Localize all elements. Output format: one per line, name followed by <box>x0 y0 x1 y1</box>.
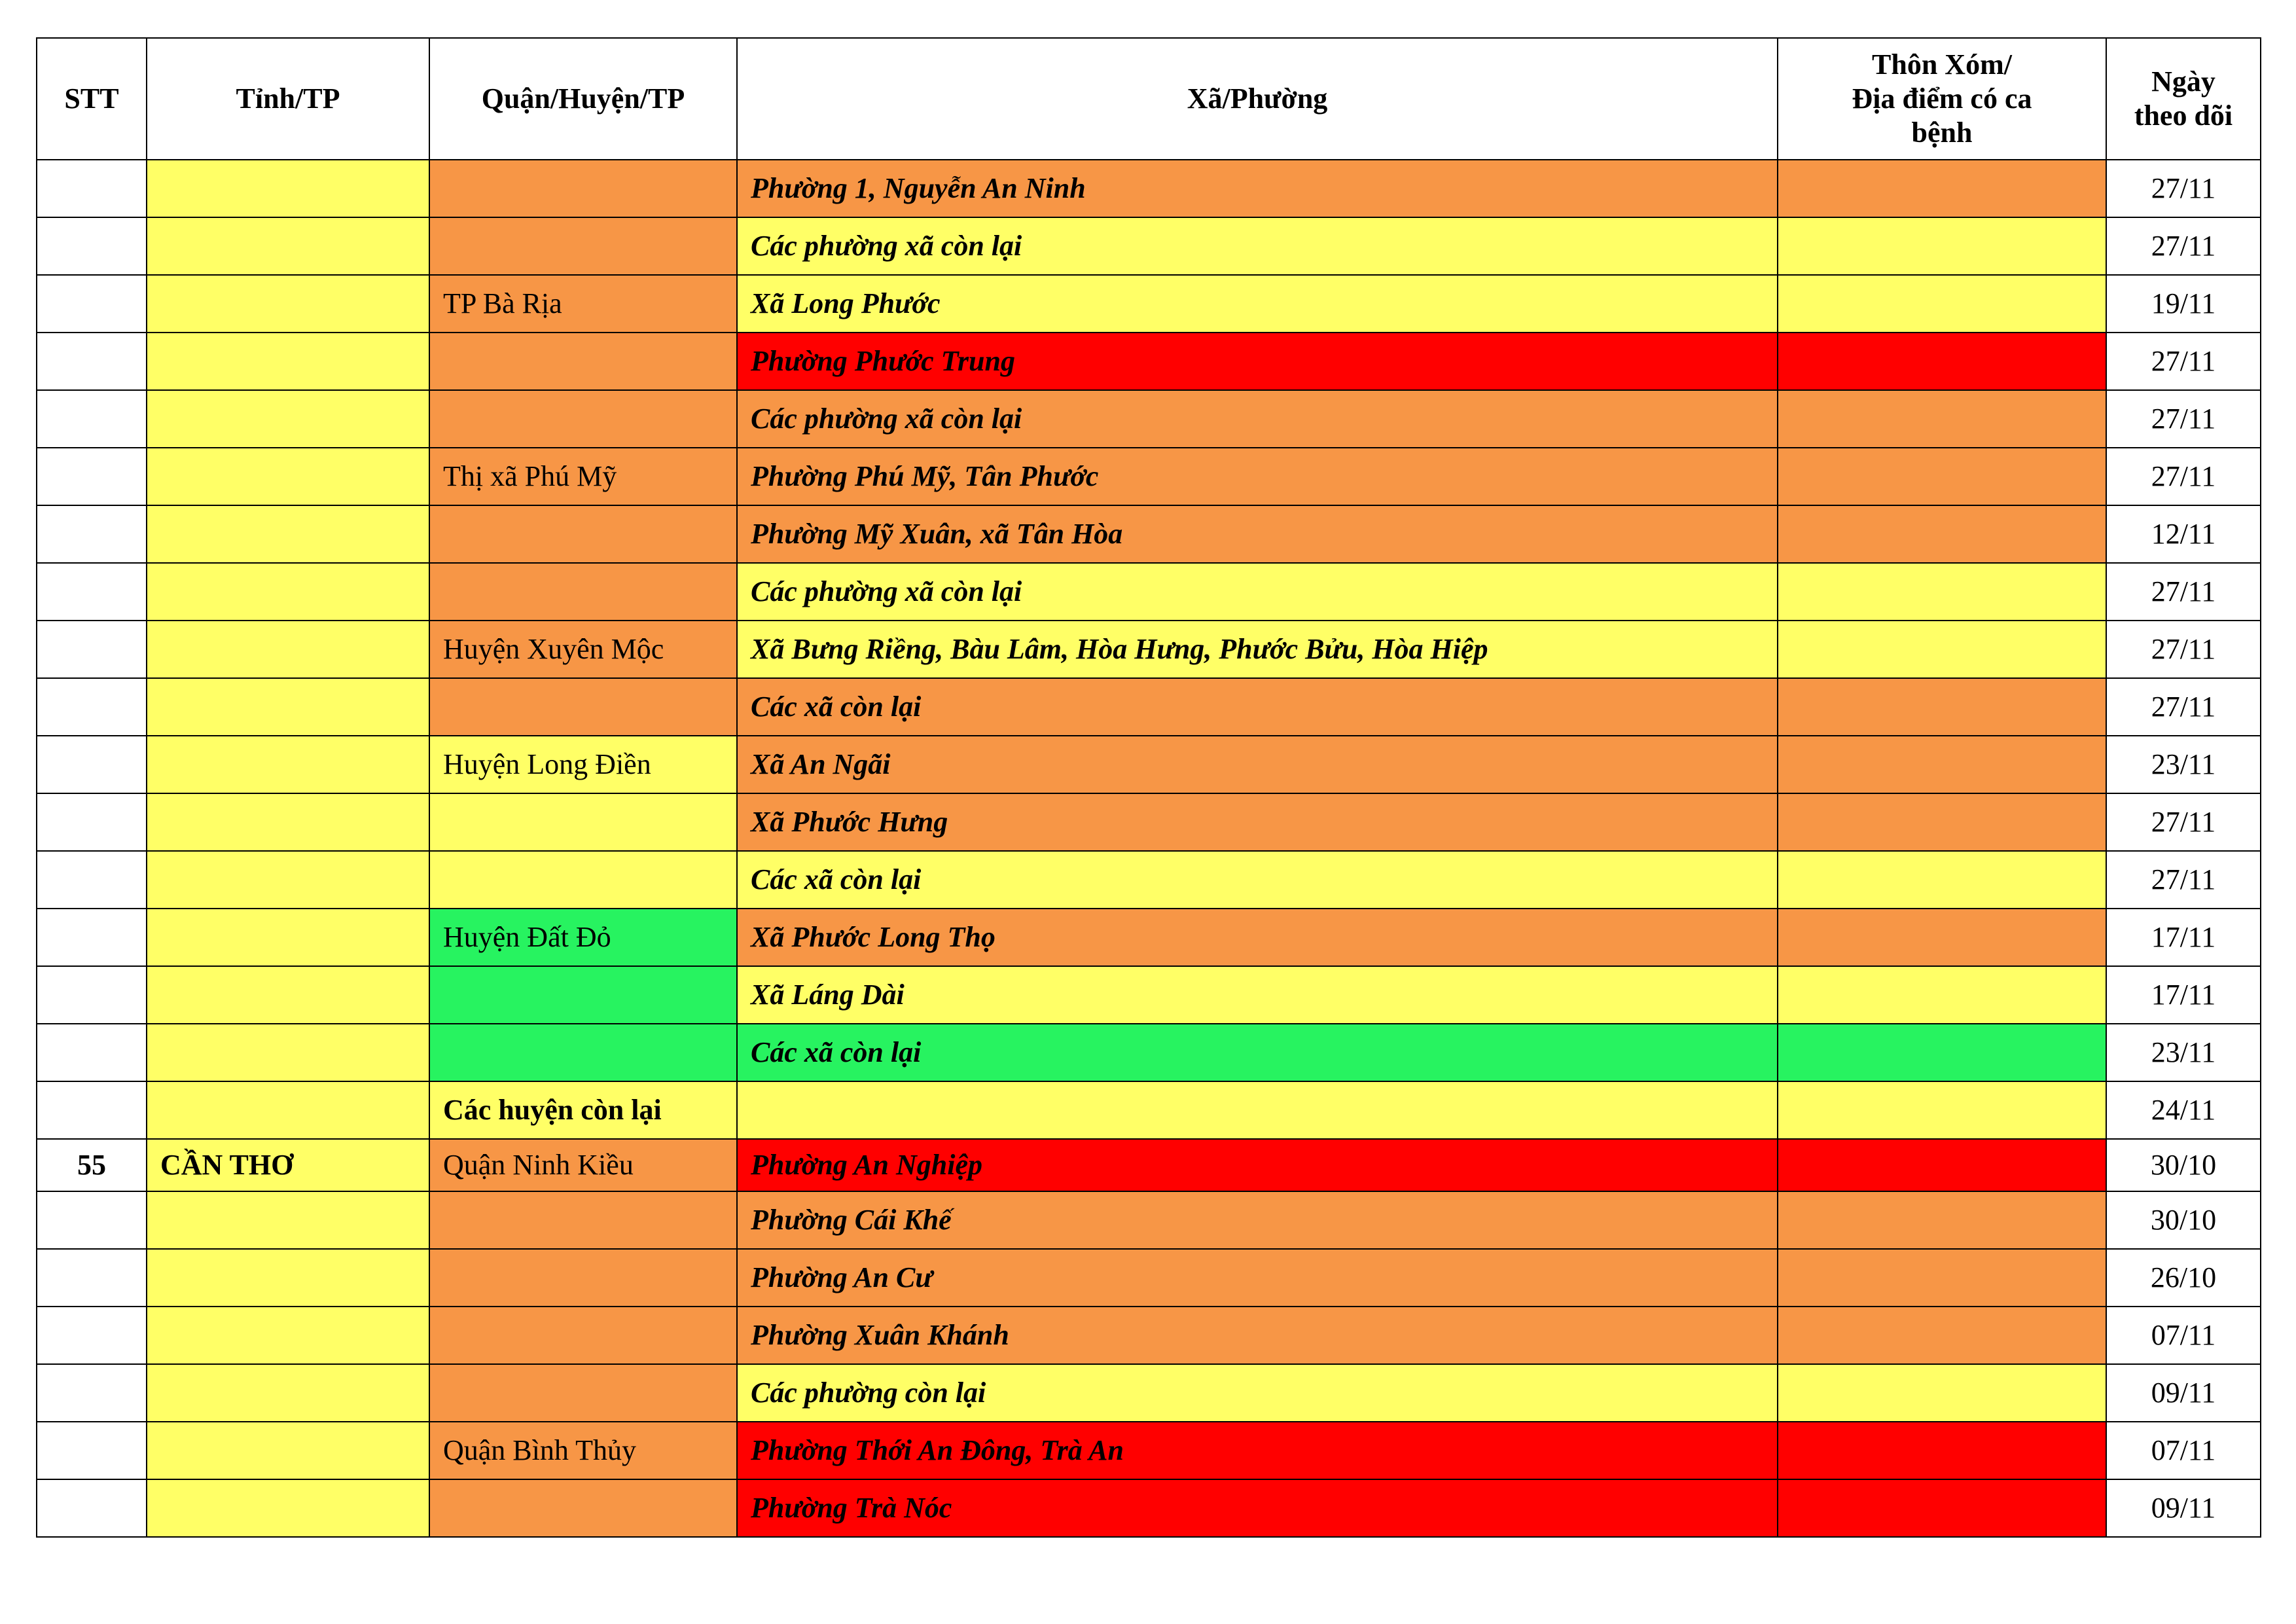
district-cell <box>429 333 737 390</box>
ward-cell: Các xã còn lại <box>737 1024 1778 1081</box>
hamlet-cell <box>1778 678 2106 736</box>
date-cell: 27/11 <box>2106 333 2261 390</box>
date-cell: 17/11 <box>2106 966 2261 1024</box>
header-hamlet-line-2: Địa điểm có ca <box>1852 82 2032 115</box>
date-cell: 30/10 <box>2106 1191 2261 1249</box>
header-province-label: Tỉnh/TP <box>236 82 340 115</box>
stt-cell <box>37 333 147 390</box>
district-cell <box>429 678 737 736</box>
table-row <box>37 390 2261 448</box>
stt-cell <box>37 275 147 333</box>
hamlet-cell <box>1778 217 2106 275</box>
stt-cell <box>37 1249 147 1307</box>
province-cell <box>147 678 429 736</box>
table-row <box>37 505 2261 563</box>
ward-cell: Các phường xã còn lại <box>737 563 1778 621</box>
ward-cell: Các phường còn lại <box>737 1364 1778 1422</box>
date-cell: 27/11 <box>2106 678 2261 736</box>
date-cell: 19/11 <box>2106 275 2261 333</box>
stt-cell <box>37 621 147 678</box>
hamlet-cell <box>1778 1024 2106 1081</box>
stt-cell <box>37 1479 147 1537</box>
ward-cell: Các xã còn lại <box>737 678 1778 736</box>
district-cell <box>429 1249 737 1307</box>
header-hamlet-line-1: Thôn Xóm/ <box>1872 48 2012 81</box>
header-hamlet <box>1778 38 2106 160</box>
province-cell <box>147 1191 429 1249</box>
table-body <box>37 160 2261 1537</box>
covid-zone-table <box>36 37 2261 1538</box>
stt-cell <box>37 793 147 851</box>
hamlet-cell <box>1778 1249 2106 1307</box>
ward-cell: Xã An Ngãi <box>737 736 1778 793</box>
district-cell: Thị xã Phú Mỹ <box>429 448 737 505</box>
ward-cell: Phường Thới An Đông, Trà An <box>737 1422 1778 1479</box>
stt-cell <box>37 563 147 621</box>
table-row <box>37 448 2261 505</box>
table-row <box>37 678 2261 736</box>
district-cell: Quận Bình Thủy <box>429 1422 737 1479</box>
province-cell <box>147 448 429 505</box>
date-cell: 09/11 <box>2106 1364 2261 1422</box>
ward-cell: Xã Láng Dài <box>737 966 1778 1024</box>
table-row <box>37 1024 2261 1081</box>
district-cell <box>429 390 737 448</box>
district-cell <box>429 1307 737 1364</box>
ward-cell: Phường Phú Mỹ, Tân Phước <box>737 448 1778 505</box>
ward-cell: Phường Mỹ Xuân, xã Tân Hòa <box>737 505 1778 563</box>
table-row <box>37 793 2261 851</box>
ward-cell: Xã Bưng Riềng, Bàu Lâm, Hòa Hưng, Phước Bửu, Hòa Hiệp <box>737 621 1778 678</box>
date-cell: 27/11 <box>2106 217 2261 275</box>
header-stt <box>37 38 147 160</box>
header-date-line-2: theo dõi <box>2134 99 2233 132</box>
date-cell: 26/10 <box>2106 1249 2261 1307</box>
district-cell <box>429 1191 737 1249</box>
header-hamlet-line-3: bệnh <box>1911 117 1973 149</box>
header-stt-label: STT <box>64 82 119 115</box>
province-cell <box>147 505 429 563</box>
date-cell: 23/11 <box>2106 736 2261 793</box>
ward-cell: Phường Cái Khế <box>737 1191 1778 1249</box>
table-row <box>37 217 2261 275</box>
table-row <box>37 275 2261 333</box>
ward-cell: Xã Phước Long Thọ <box>737 909 1778 966</box>
district-cell: TP Bà Rịa <box>429 275 737 333</box>
ward-cell: Phường An Cư <box>737 1249 1778 1307</box>
date-cell: 17/11 <box>2106 909 2261 966</box>
district-cell <box>429 851 737 909</box>
province-cell <box>147 1307 429 1364</box>
stt-cell <box>37 1191 147 1249</box>
stt-cell <box>37 217 147 275</box>
table-row <box>37 1479 2261 1537</box>
province-cell <box>147 333 429 390</box>
header-row <box>37 38 2261 160</box>
stt-cell: 55 <box>37 1139 147 1191</box>
ward-cell <box>737 1081 1778 1139</box>
stt-cell <box>37 1422 147 1479</box>
table-row <box>37 736 2261 793</box>
date-cell: 27/11 <box>2106 851 2261 909</box>
province-cell <box>147 1364 429 1422</box>
ward-cell: Xã Long Phước <box>737 275 1778 333</box>
stt-cell <box>37 1081 147 1139</box>
table-row <box>37 160 2261 217</box>
province-cell <box>147 563 429 621</box>
table-row <box>37 1249 2261 1307</box>
hamlet-cell <box>1778 390 2106 448</box>
hamlet-cell <box>1778 1081 2106 1139</box>
table-row <box>37 851 2261 909</box>
header-province <box>147 38 429 160</box>
table-row <box>37 909 2261 966</box>
table-row <box>37 1081 2261 1139</box>
hamlet-cell <box>1778 1191 2106 1249</box>
district-cell <box>429 793 737 851</box>
hamlet-cell <box>1778 275 2106 333</box>
stt-cell <box>37 909 147 966</box>
stt-cell <box>37 390 147 448</box>
table-row <box>37 621 2261 678</box>
header-district-label: Quận/Huyện/TP <box>481 82 685 115</box>
table-row <box>37 333 2261 390</box>
stt-cell <box>37 160 147 217</box>
stt-cell <box>37 1364 147 1422</box>
hamlet-cell <box>1778 621 2106 678</box>
hamlet-cell <box>1778 160 2106 217</box>
province-cell <box>147 909 429 966</box>
stt-cell <box>37 851 147 909</box>
province-cell <box>147 160 429 217</box>
district-cell <box>429 1479 737 1537</box>
province-cell <box>147 390 429 448</box>
ward-cell: Phường 1, Nguyễn An Ninh <box>737 160 1778 217</box>
stt-cell <box>37 1024 147 1081</box>
hamlet-cell <box>1778 505 2106 563</box>
date-cell: 23/11 <box>2106 1024 2261 1081</box>
date-cell: 27/11 <box>2106 390 2261 448</box>
date-cell: 27/11 <box>2106 621 2261 678</box>
ward-cell: Các phường xã còn lại <box>737 217 1778 275</box>
province-cell <box>147 966 429 1024</box>
district-cell <box>429 160 737 217</box>
table-row <box>37 1364 2261 1422</box>
province-cell <box>147 621 429 678</box>
hamlet-cell <box>1778 563 2106 621</box>
hamlet-cell <box>1778 1479 2106 1537</box>
province-cell <box>147 1479 429 1537</box>
date-cell: 30/10 <box>2106 1139 2261 1191</box>
district-cell: Huyện Đất Đỏ <box>429 909 737 966</box>
date-cell: 27/11 <box>2106 563 2261 621</box>
header-district <box>429 38 737 160</box>
district-cell: Huyện Long Điền <box>429 736 737 793</box>
date-cell: 27/11 <box>2106 793 2261 851</box>
stt-cell <box>37 448 147 505</box>
ward-cell: Phường Phước Trung <box>737 333 1778 390</box>
hamlet-cell <box>1778 966 2106 1024</box>
hamlet-cell <box>1778 793 2106 851</box>
district-cell: Quận Ninh Kiều <box>429 1139 737 1191</box>
header-ward-label: Xã/Phường <box>1187 82 1328 115</box>
stt-cell <box>37 678 147 736</box>
district-cell <box>429 1024 737 1081</box>
hamlet-cell <box>1778 1139 2106 1191</box>
table-row <box>37 1307 2261 1364</box>
district-cell: Huyện Xuyên Mộc <box>429 621 737 678</box>
district-cell <box>429 217 737 275</box>
stt-cell <box>37 1307 147 1364</box>
province-cell <box>147 736 429 793</box>
ward-cell: Phường An Nghiệp <box>737 1139 1778 1191</box>
ward-cell: Phường Trà Nóc <box>737 1479 1778 1537</box>
table-row <box>37 1139 2261 1191</box>
ward-cell: Phường Xuân Khánh <box>737 1307 1778 1364</box>
header-date-line-1: Ngày <box>2151 65 2215 98</box>
date-cell: 07/11 <box>2106 1307 2261 1364</box>
ward-cell: Xã Phước Hưng <box>737 793 1778 851</box>
hamlet-cell <box>1778 448 2106 505</box>
district-cell <box>429 1364 737 1422</box>
district-cell <box>429 505 737 563</box>
date-cell: 09/11 <box>2106 1479 2261 1537</box>
date-cell: 07/11 <box>2106 1422 2261 1479</box>
hamlet-cell <box>1778 909 2106 966</box>
table-row <box>37 563 2261 621</box>
date-cell: 27/11 <box>2106 448 2261 505</box>
hamlet-cell <box>1778 333 2106 390</box>
table-row <box>37 1191 2261 1249</box>
district-cell <box>429 563 737 621</box>
hamlet-cell <box>1778 736 2106 793</box>
province-cell <box>147 851 429 909</box>
table-row <box>37 966 2261 1024</box>
ward-cell: Các xã còn lại <box>737 851 1778 909</box>
hamlet-cell <box>1778 1422 2106 1479</box>
date-cell: 27/11 <box>2106 160 2261 217</box>
header-ward <box>737 38 1778 160</box>
stt-cell <box>37 736 147 793</box>
district-cell <box>429 966 737 1024</box>
province-cell <box>147 217 429 275</box>
province-cell <box>147 793 429 851</box>
date-cell: 12/11 <box>2106 505 2261 563</box>
hamlet-cell <box>1778 1307 2106 1364</box>
province-cell: CẦN THƠ <box>147 1139 429 1191</box>
hamlet-cell <box>1778 851 2106 909</box>
province-cell <box>147 1024 429 1081</box>
stt-cell <box>37 966 147 1024</box>
ward-cell: Các phường xã còn lại <box>737 390 1778 448</box>
stt-cell <box>37 505 147 563</box>
province-cell <box>147 1249 429 1307</box>
district-cell: Các huyện còn lại <box>429 1081 737 1139</box>
province-cell <box>147 275 429 333</box>
date-cell: 24/11 <box>2106 1081 2261 1139</box>
header-date <box>2106 38 2261 160</box>
table-row <box>37 1422 2261 1479</box>
hamlet-cell <box>1778 1364 2106 1422</box>
province-cell <box>147 1081 429 1139</box>
province-cell <box>147 1422 429 1479</box>
